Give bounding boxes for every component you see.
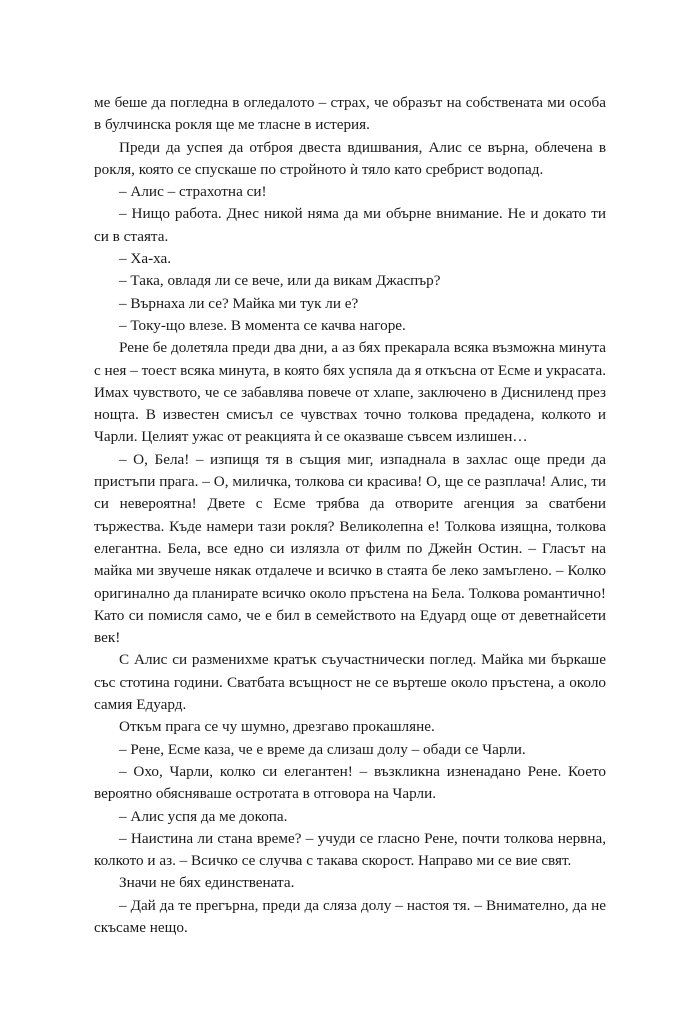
paragraph: – Рене, Есме каза, че е време да слизаш долу – обади се Чарли. (119, 740, 526, 758)
page-text (94, 92, 606, 939)
paragraph: – Наистина ли стана време? – учуди се гласно Рене, почти толкова нервна, колкото и аз. – Всичко се случва с такава скорост. Направо ми се вие свят. (94, 829, 606, 870)
paragraph: Откъм прага се чу шумно, дрезгаво прокашляне. (119, 718, 435, 736)
paragraph: – Охо, Чарли, колко си елегантен! – възкликна изненадано Рене. Което вероятно обясняваше остротата в отговора на Чарли. (94, 762, 606, 803)
paragraph: С Алис си разменихме кратък съучастнически поглед. Майка ми бъркаше със стотина години. Сватбата всъщност не се въртеше около пръстена, а около самия Едуард. (94, 651, 606, 714)
paragraph: ме беше да погледна в огледалото – страх, че образът на собствената ми особа в булчинска рокля ще ме тласне в истерия. (94, 94, 606, 134)
paragraph: Значи не бях единствената. (119, 874, 295, 892)
paragraph: Преди да успея да отброя двеста вдишвания, Алис се върна, облечена в рокля, която се спускаше по стройното ѝ тяло като сребрист водопад. (94, 138, 606, 178)
paragraph: – Дай да те прегърна, преди да сляза долу – настоя тя. – Внимателно, да не скъсаме нещо. (94, 896, 606, 936)
paragraph: – Нищо работа. Днес никой няма да ми обърне внимание. Не и докато ти си в стаята. (94, 205, 606, 245)
paragraph: – Така, овладя ли се вече, или да викам Джаспър? (119, 272, 441, 290)
paragraph: – Върнаха ли се? Майка ми тук ли е? (119, 294, 359, 312)
paragraph: – Току-що влезе. В момента се качва нагоре. (119, 316, 406, 334)
paragraph: – О, Бела! – изпищя тя в същия миг, изпаднала в захлас още преди да пристъпи прага. – О, миличка, толкова си красива! О, ще се разплача! Алис, ти си невероятна! Двете с Есме трябва да отворите агенция за сватбени тържества. Къде намери тази рокля? Великолепна е! Толкова изящна, толкова елегантна. Бела, все едно си излязла от филм по Джейн Остин. – Гласът на майка ми звучеше някак отдалече и всичко в стаята бе леко замъглено. – Колко оригинално да планирате всичко около пръстена на Бела. Толкова романтично! Като си помисля само, че е бил в семейството на Едуард още от деветнайсети век! (94, 450, 606, 647)
paragraph: Рене бе долетяла преди два дни, а аз бях прекарала всяка възможна минута с нея – тоест всяка минута, в която бях успяла да я откъсна от Есме и украсата. Имах чувството, че се забавлява повече от хлапе, заключено в Дисниленд през нощта. В известен смисъл се чувствах точно толкова предадена, колкото и Чарли. Целият ужас от реакцията ѝ се оказваше съвсем излишен… (94, 339, 606, 446)
paragraph: – Алис успя да ме докопа. (119, 807, 288, 825)
paragraph: – Ха-ха. (119, 250, 172, 268)
paragraph: – Алис – страхотна си! (119, 183, 267, 201)
